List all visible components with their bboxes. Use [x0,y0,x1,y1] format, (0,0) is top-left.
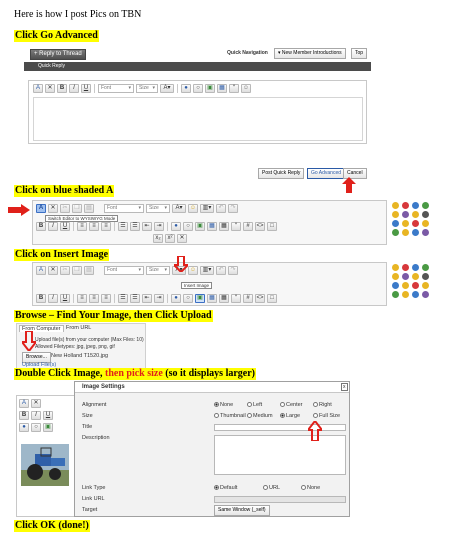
description-textarea[interactable] [214,435,346,475]
close-icon[interactable]: x [343,384,346,390]
smilie-icon[interactable]: ☺ [242,85,250,91]
smilies-panel [392,202,432,246]
unlink-icon[interactable]: ○ [183,222,193,231]
table-icon[interactable]: ▦ [219,222,229,231]
smilie-icon[interactable] [422,273,429,280]
preview-toolbar-row2 [19,411,53,420]
smilie-icon[interactable] [412,264,419,271]
code-icon[interactable]: <> [256,223,264,229]
size-full[interactable]: Full Size [313,413,340,419]
alignment-right[interactable]: Right [313,402,332,408]
step-double-click-image [14,368,256,380]
editor-toolbar-row1 [36,266,238,275]
video-icon[interactable]: ▦ [217,84,227,93]
superscript-icon[interactable]: x² [165,234,175,243]
radio-icon [247,413,252,418]
top-button[interactable]: Top [351,48,367,59]
allowed-filetypes: Allowed Filetypes: jpg, jpeg, png, gif [35,344,115,350]
editor-toolbar-panel [32,200,387,245]
smilie-icon[interactable] [392,229,399,236]
red-arrow-down-icon [22,331,36,351]
tractor-photo[interactable] [21,444,69,486]
smilie-icon[interactable] [422,229,429,236]
bold-icon[interactable]: B [57,84,67,93]
quick-reply-editor [28,80,367,144]
toolbar-divider [94,84,95,93]
size-select[interactable]: Size ▾ [146,266,170,275]
radio-icon [301,485,306,490]
target-label: Target [82,507,98,513]
image-settings-screenshot [16,381,352,517]
insert-image-tooltip: Insert Image [181,282,212,289]
toolbar-divider [73,222,74,231]
step-insert-image: Click on Insert Image [15,249,109,260]
editor-toolbar-panel [32,262,387,306]
link-icon[interactable]: ● [19,423,29,432]
smilie-icon[interactable] [412,220,419,227]
table-icon[interactable]: ▦ [219,294,229,303]
align-center-icon[interactable]: ≡ [89,222,99,231]
smilie-icon[interactable] [392,291,399,298]
radio-icon [313,402,318,407]
toolbar-divider [167,222,168,231]
unordered-list-icon[interactable]: ☰ [130,294,140,303]
bold-icon[interactable]: B [19,411,29,420]
title-label: Title [82,424,93,430]
preview-toolbar-row3 [19,423,53,432]
unlink-icon[interactable]: ○ [193,84,203,93]
size-select[interactable]: Size ▾ [146,204,170,213]
upload-files-link[interactable]: Upload File(s) [22,362,57,368]
editor-toolbar [33,84,251,93]
image-settings-dialog [74,381,350,517]
step5-text-b: then pick size [105,368,163,379]
tab-from-computer[interactable]: From Computer [19,325,64,332]
smilie-icon[interactable] [412,291,419,298]
video-icon[interactable]: ▦ [207,294,217,303]
intro-text: Here is how I post Pics on TBN [14,9,142,20]
quote-icon[interactable]: “ [229,84,239,93]
hash-icon[interactable]: # [243,294,253,303]
remove-format-icon[interactable]: ✕ [48,266,58,275]
smilie-icon[interactable] [402,220,409,227]
switch-mode-icon[interactable]: A [19,399,29,408]
paste-icon[interactable]: ▤ [84,266,94,275]
smilie-icon[interactable] [392,264,399,271]
link-icon[interactable]: ● [171,294,181,303]
insert-image-toolbar-screenshot [32,262,452,308]
smilie-icon[interactable] [412,282,419,289]
link-type-none[interactable]: None [301,485,320,491]
link-type-label: Link Type [82,485,106,491]
step5-text-a: Double Click Image, [15,368,105,379]
smilie-icon[interactable] [402,229,409,236]
smilie-icon[interactable] [402,291,409,298]
insert-image-icon[interactable]: ▣ [195,294,205,303]
undo-icon[interactable]: ↶ [216,204,226,213]
redo-icon[interactable]: ↷ [228,204,238,213]
radio-icon [313,413,318,418]
remove-format-icon[interactable]: ✕ [48,204,58,213]
paste-icon[interactable]: ▤ [84,204,94,213]
quote-icon[interactable]: “ [231,294,241,303]
radio-icon [214,402,219,407]
upload-screenshot [16,323,146,369]
red-arrow-up-icon [308,421,322,441]
ordered-list-icon[interactable]: ☰ [118,294,128,303]
dialog-titlebar [75,382,349,393]
toolbar-divider [73,294,74,303]
editor-preview [16,395,78,517]
step-go-advanced: Click Go Advanced [15,30,98,41]
size-label: Size [82,413,93,419]
radio-icon [214,413,219,418]
step-click-ok: Click OK (done!) [15,520,89,531]
attach-icon[interactable]: ▥▾ [200,266,214,275]
attach-icon[interactable]: ▥▾ [200,204,214,213]
radio-icon [247,402,252,407]
bold-icon[interactable]: B [36,294,46,303]
description-label: Description [82,435,110,441]
hash-icon[interactable]: # [243,222,253,231]
post-quick-reply-button[interactable]: Post Quick Reply [258,168,304,179]
remove-format-icon[interactable]: ✕ [45,84,55,93]
alignment-center[interactable]: Center [280,402,303,408]
link-url-label: Link URL [82,496,105,502]
italic-icon[interactable]: I [48,294,58,303]
message-textarea[interactable] [33,97,363,141]
upload-instruction: Upload file(s) from your computer (Max Files: 10) [35,337,144,343]
copy-icon[interactable]: ❐ [72,204,82,213]
unordered-list-icon[interactable]: ☰ [130,222,140,231]
link-type-url[interactable]: URL [263,485,280,491]
alignment-left[interactable]: Left [247,402,262,408]
smilie-icon[interactable] [402,211,409,218]
wysiwyg-tooltip: Switch Editor to WYSIWYG Mode [45,215,118,222]
smilie-icon[interactable] [422,291,429,298]
smilie-icon[interactable] [402,282,409,289]
cut-icon[interactable]: ✂ [60,204,70,213]
title-input[interactable] [214,424,346,431]
reply-to-thread-button[interactable]: + Reply to Thread [30,49,86,60]
smilie-icon[interactable] [422,220,429,227]
step-blue-shaded-a: Click on blue shaded A [15,185,114,196]
link-type-default[interactable]: Default [214,485,237,491]
unlink-icon[interactable]: ○ [183,294,193,303]
quick-nav-select[interactable]: ▾ New Member Introductions [274,48,346,59]
quick-reply-screenshot [24,44,372,184]
cut-icon[interactable]: ✂ [60,266,70,275]
editor-toolbar-row1 [36,204,238,213]
text-color-icon[interactable]: A▾ [172,204,186,213]
smilie-icon[interactable] [412,202,419,209]
smilie-icon[interactable] [402,264,409,271]
italic-icon[interactable]: I [31,411,41,420]
toolbar-divider [114,222,115,231]
font-select[interactable]: Font ▾ [98,84,134,93]
smilie-icon[interactable] [422,211,429,218]
editor-toolbar-row2 [36,294,277,303]
text-color-icon[interactable]: A▾ [160,84,174,93]
red-arrow-down-icon [174,256,188,272]
redo-icon[interactable]: ↷ [228,266,238,275]
smilie-icon[interactable] [392,282,399,289]
bold-icon[interactable]: B [36,222,46,231]
editor-toolbar-row3 [153,234,187,243]
toolbar-divider [167,294,168,303]
quick-reply-header: Quick Reply [24,62,371,71]
red-arrow-up-icon [342,177,356,193]
step-browse-upload: Browse – Find Your Image, then Click Upload [15,310,212,321]
outdent-icon[interactable]: ⇤ [142,222,152,231]
smilie-icon[interactable] [392,202,399,209]
link-icon[interactable]: ● [181,84,191,93]
smilie-icon[interactable] [402,202,409,209]
alignment-none[interactable]: None [214,402,233,408]
image-icon[interactable]: ▣ [195,222,205,231]
red-arrow-right-icon [8,204,30,216]
underline-icon[interactable]: U [60,222,70,231]
smilie-icon[interactable] [392,273,399,280]
quote-icon[interactable]: “ [231,222,241,231]
image-icon[interactable]: ▣ [205,84,215,93]
outdent-icon[interactable]: ⇤ [142,294,152,303]
radio-icon [263,485,268,490]
switch-mode-icon[interactable]: A [33,84,43,93]
align-left-icon[interactable]: ≡ [77,222,87,231]
copy-icon[interactable]: ❐ [72,266,82,275]
smilie-icon[interactable] [402,273,409,280]
alignment-label: Alignment [82,402,107,408]
smilie-icon[interactable]: ☺ [189,205,197,211]
smilie-icon[interactable] [392,220,399,227]
link-url-input[interactable] [214,496,346,503]
radio-icon [280,413,285,418]
indent-icon[interactable]: ⇥ [154,222,164,231]
font-select[interactable]: Font ▾ [104,204,144,213]
selected-filename: New Holland T1520.jpg [51,353,109,359]
php-icon[interactable]: □ [267,294,277,303]
cancel-button[interactable]: Cancel [343,168,367,179]
dialog-title: Image Settings [82,384,125,390]
step5-text-c: (so it displays larger) [162,368,255,379]
close-icon[interactable]: ✕ [177,234,187,243]
underline-icon[interactable]: U [81,84,91,93]
italic-icon[interactable]: I [48,222,58,231]
switch-mode-icon[interactable]: A [36,204,46,213]
tab-from-url[interactable]: From URL [66,325,92,331]
align-right-icon[interactable]: ≡ [101,294,111,303]
align-left-icon[interactable]: ≡ [77,294,87,303]
underline-icon[interactable]: U [60,294,70,303]
ordered-list-icon[interactable]: ☰ [118,222,128,231]
go-advanced-button[interactable]: Go Advanced [307,168,345,179]
smilie-icon[interactable] [422,264,429,271]
target-select[interactable]: Same Window (_self) [214,505,270,516]
smilie-icon[interactable] [392,211,399,218]
unlink-icon[interactable]: ○ [31,423,41,432]
smilies-panel [392,264,432,308]
quick-navigation-label: Quick Navigation [227,50,268,56]
php-icon[interactable]: □ [267,222,277,231]
size-thumbnail[interactable]: Thumbnail [214,413,246,419]
smilie-icon[interactable] [412,229,419,236]
subscript-icon[interactable]: x₂ [153,234,163,243]
size-large[interactable]: Large [280,413,300,419]
image-icon[interactable]: ▣ [43,423,53,432]
smilie-icon[interactable]: ☺ [189,267,197,273]
indent-icon[interactable]: ⇥ [154,294,164,303]
smilie-icon[interactable] [422,282,429,289]
align-right-icon[interactable]: ≡ [101,222,111,231]
toolbar-divider [177,84,178,93]
italic-icon[interactable]: I [69,84,79,93]
remove-format-icon[interactable]: ✕ [31,399,41,408]
font-select[interactable]: Font ▾ [104,266,144,275]
text-color-icon[interactable]: A▾ [172,266,186,275]
size-medium[interactable]: Medium [247,413,273,419]
link-icon[interactable]: ● [171,222,181,231]
radio-icon [280,402,285,407]
switch-mode-icon[interactable]: A [36,266,46,275]
editor-toolbar-row2 [36,222,277,231]
smilie-icon[interactable] [412,211,419,218]
toolbar-divider [114,294,115,303]
size-select[interactable]: Size ▾ [136,84,158,93]
smilie-icon[interactable] [412,273,419,280]
video-icon[interactable]: ▦ [207,222,217,231]
smilie-icon[interactable] [422,202,429,209]
preview-toolbar [19,399,41,408]
wysiwyg-toolbar-screenshot [32,200,452,247]
browse-button[interactable]: Browse... [22,352,51,363]
radio-icon [214,485,219,490]
align-center-icon[interactable]: ≡ [89,294,99,303]
undo-icon[interactable]: ↶ [216,266,226,275]
underline-icon[interactable]: U [43,411,53,420]
code-icon[interactable]: <> [256,295,264,301]
